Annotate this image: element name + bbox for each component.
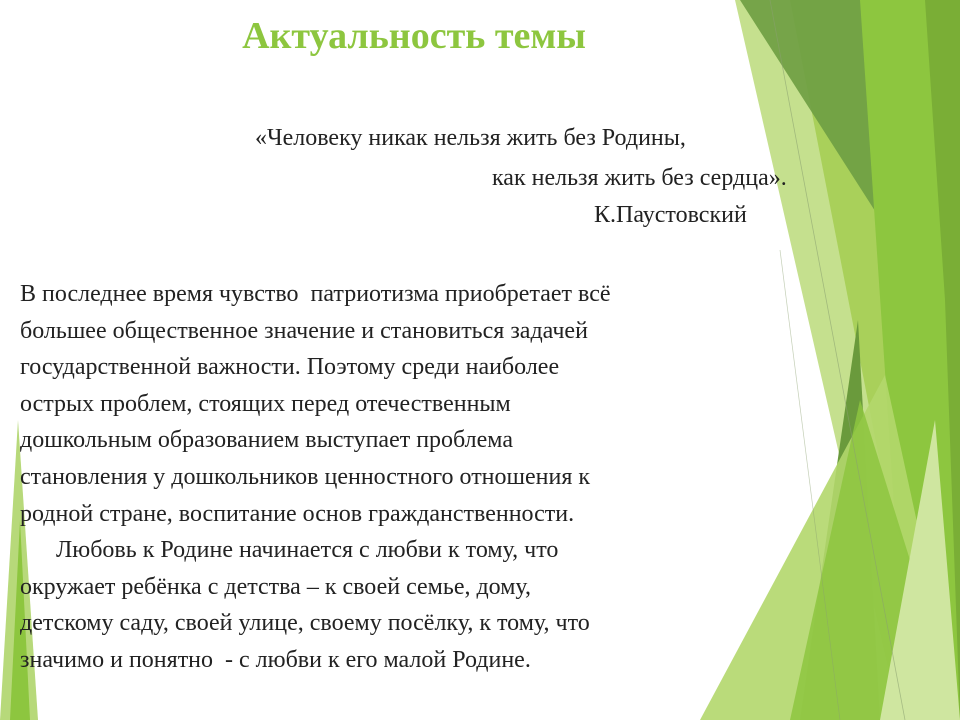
epigraph-author: К.Паустовский bbox=[594, 202, 747, 228]
body-line: острых проблем, стоящих перед отечественным bbox=[20, 390, 511, 417]
body-line: Любовь к Родине начинается с любви к тому, что bbox=[20, 537, 559, 564]
slide-title: Актуальность темы bbox=[242, 15, 586, 57]
body-line: государственной важности. Поэтому среди наиболее bbox=[20, 354, 560, 381]
body-line: детскому саду, своей улице, своему посёлку, к тому, что bbox=[20, 610, 590, 637]
epigraph-line-2: как нельзя жить без сердца». bbox=[492, 165, 787, 191]
body-line: большее общественное значение и становиться задачей bbox=[20, 317, 588, 344]
body-line: дошкольным образованием выступает проблема bbox=[20, 427, 513, 454]
epigraph-line-1: «Человеку никак нельзя жить без Родины, bbox=[255, 125, 686, 151]
body-line: родной стране, воспитание основ гражданственности. bbox=[20, 500, 575, 527]
body-line: В последнее время чувство патриотизма приобретает всё bbox=[20, 281, 611, 307]
body-line: становления у дошкольников ценностного отношения к bbox=[20, 463, 591, 490]
body-line: окружает ребёнка с детства – к своей семье, дому, bbox=[20, 573, 532, 600]
body-line: значимо и понятно - с любви к его малой Родине. bbox=[20, 646, 531, 673]
body-paragraph bbox=[20, 276, 840, 679]
